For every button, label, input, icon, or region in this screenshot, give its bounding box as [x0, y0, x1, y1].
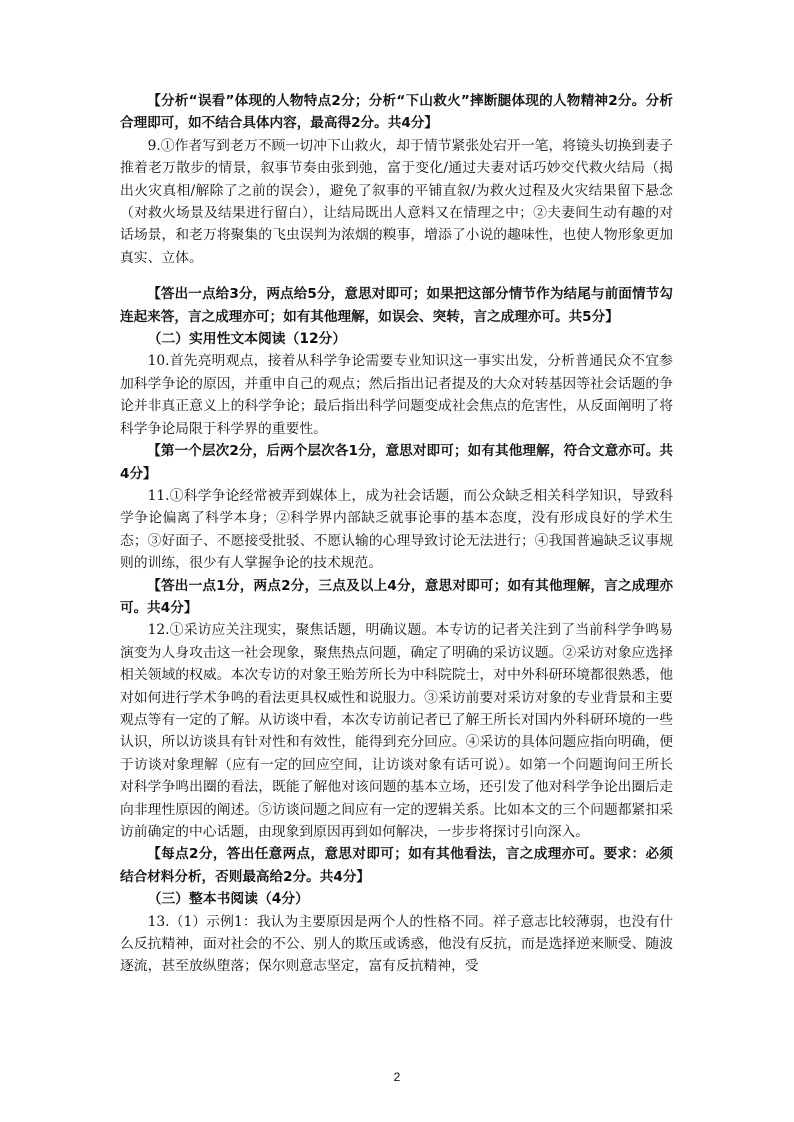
answer-12: 12.①采访应关注现实，聚焦话题，明确议题。本专访的记者关注到了当前科学争鸣易演变为人身攻击这一社会现象，聚焦热点问题，确定了明确的采访议题。②采访对象应选择相关领域的权威。本次专访的对象王贻芳所长为中科院院士，对中外科研环境都很熟悉，他对如何进行学术争鸣的看法更具权威性和说服力。③采访前要对采访对象的专业背景和主要观点等有一定的了解。从访谈中看，本次专访前记者已了解王所长对国内外科研环境的一些认识，所以访谈具有针对性和有效性，能得到充分回应。④采访的具体问题应指向明确，便于访谈对象理解（应有一定的回应空间，让访谈对象有话可说）。如第一个问题询问王所长对科学争鸣出圈的看法，既能了解他对该问题的基本立场，还引发了他对科学争论出圈后走向非理性原因的阐述。⑤访谈问题之间应有一定的逻辑关系。比如本文的三个问题都紧扣采访前确定的中心话题，由现象到原因再到如何解决，一步步将探讨引向深入。	[120, 622, 673, 840]
section-heading-practical-text: （二）实用性文本阅读（12分）	[147, 331, 347, 348]
answer-10: 10.首先亮明观点，接着从科学争论需要专业知识这一事实出发，分析普通民众不宜参加科学争论的原因，并重申自己的观点；然后指出记者提及的大众对转基因等社会话题的争论并非真正意义上的科学争论；最后指出科学问题变成社会焦点的危害性，从反面阐明了将科学争论局限于科学界的重要性。	[120, 353, 673, 437]
scoring-note-9: 【答出一点给3分，两点给5分，意思对即可；如果把这部分情节作为结尾与前面情节勾连起来答，言之成理亦可；如有其他理解，如误会、突转，言之成理亦可。共5分】	[120, 286, 673, 325]
answer-13: 13.（1）示例1：我认为主要原因是两个人的性格不同。祥子意志比较薄弱，也没有什么反抗精神，面对社会的不公、别人的欺压或诱惑，他没有反抗，而是选择逆来顺受、随波逐流，甚至放纵堕落；保尔则意志坚定，富有反抗精神，受	[120, 913, 673, 975]
scoring-note-11: 【答出一点1分，两点2分，三点及以上4分，意思对即可；如有其他理解，言之成理亦可。共4分】	[120, 577, 673, 616]
scoring-note-10: 【第一个层次2分，后两个层次各1分，意思对即可；如有其他理解，符合文意亦可。共4分】	[120, 443, 673, 482]
answer-11: 11.①科学争论经常被弄到媒体上，成为社会话题，而公众缺乏相关科学知识，导致科学争论偏离了科学本身；②科学界内部缺乏就事论事的基本态度，没有形成良好的学术生态；③好面子、不愿接受批驳、不愿认输的心理导致讨论无法进行；④我国普遍缺乏议事规则的训练，很少有人掌握争论的技术规范。	[120, 487, 673, 572]
page-number: 2	[393, 1070, 401, 1084]
scoring-note-prev: 【分析“误看”体现的人物特点2分；分析“下山救火”摔断腿体现的人物精神2分。分析合理即可，如不结合具体内容，最高得2分。共4分】	[120, 93, 673, 132]
scoring-note-12: 【每点2分，答出任意两点，意思对即可；如有其他看法，言之成理亦可。要求：必须结合材料分析，否则最高给2分。共4分】	[120, 846, 673, 885]
page-content	[120, 90, 673, 978]
answer-9: 9.①作者写到老万不顾一切冲下山救火，却于情节紧张处宕开一笔，将镜头切换到妻子推着老万散步的情景，叙事节奏由张到弛，富于变化/通过夫妻对话巧妙交代救火结局（揭出火灾真相/解除了之前的误会），避免了叙事的平铺直叙/为救火过程及火灾结果留下悬念（对救火场景及结果进行留白），让结局既出人意料又在情理之中；②夫妻间生动有趣的对话场景，和老万将聚集的飞虫误判为浓烟的糗事，增添了小说的趣味性，也使人物形象更加真实、立体。	[120, 137, 673, 266]
section-heading-whole-book: （三）整本书阅读（4分）	[147, 891, 309, 908]
